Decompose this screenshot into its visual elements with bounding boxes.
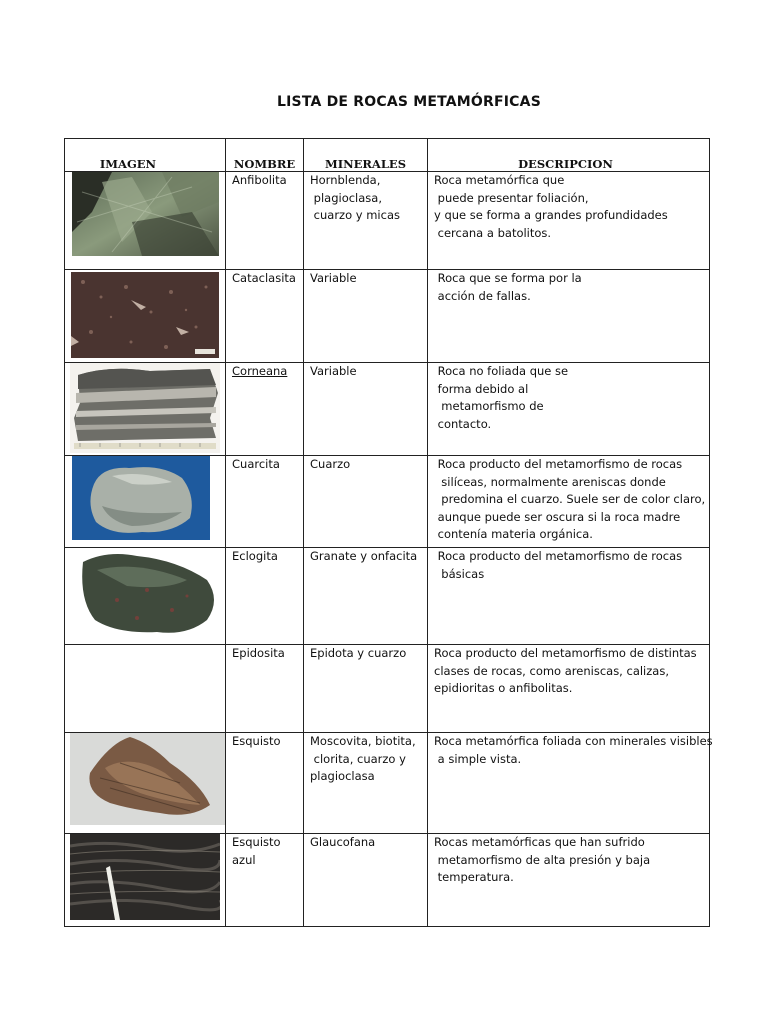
cell-text-line: Roca que se forma por la bbox=[434, 271, 582, 285]
cell-text-line: metamorfismo de alta presión y baja bbox=[434, 852, 651, 867]
rock-description bbox=[434, 834, 705, 887]
cell-text-line: Corneana bbox=[232, 364, 288, 378]
rock-name bbox=[232, 645, 303, 663]
rock-minerals bbox=[310, 645, 423, 663]
cell-text-line: Cuarzo bbox=[310, 457, 351, 471]
rock-description bbox=[434, 363, 705, 433]
cell-text-line: puede presentar foliación, bbox=[434, 190, 589, 205]
eclogita-rock-photo bbox=[77, 550, 219, 638]
cell-text-line: forma debido al bbox=[434, 381, 529, 396]
rock-name-cell bbox=[226, 548, 304, 645]
table-header-row bbox=[65, 139, 710, 172]
rock-minerals bbox=[310, 548, 423, 566]
cell-text-line: a simple vista. bbox=[434, 751, 522, 766]
description-cell bbox=[428, 834, 710, 927]
rock-minerals bbox=[310, 834, 423, 852]
esquisto-azul-rock-photo bbox=[70, 834, 220, 920]
rock-minerals bbox=[310, 363, 423, 381]
esquisto-rock-photo bbox=[70, 733, 225, 825]
description-cell bbox=[428, 270, 710, 363]
table-row bbox=[65, 270, 710, 363]
cell-text-line: Moscovita, biotita, bbox=[310, 734, 416, 748]
rocks-table bbox=[64, 138, 713, 927]
cell-text-line: Roca producto del metamorfismo de rocas bbox=[434, 549, 683, 563]
minerals-cell bbox=[304, 270, 428, 363]
cell-text-line: plagioclasa bbox=[310, 769, 375, 783]
rock-name-cell bbox=[226, 363, 304, 456]
header-image: IMAGEN bbox=[65, 139, 226, 172]
header-description: DESCRIPCION bbox=[428, 139, 710, 172]
cataclasita-rock-photo bbox=[71, 272, 219, 358]
rock-description bbox=[434, 733, 713, 768]
cell-text-line: clases de rocas, como areniscas, calizas, bbox=[434, 663, 669, 678]
cell-text-line: Esquisto bbox=[232, 734, 281, 748]
image-cell bbox=[65, 733, 226, 834]
image-cell bbox=[65, 548, 226, 645]
rock-name-cell bbox=[226, 172, 304, 270]
cell-text-line: Glaucofana bbox=[310, 835, 376, 849]
cell-text-line: Variable bbox=[310, 364, 357, 378]
cell-text-line: Granate y onfacita bbox=[310, 549, 418, 563]
description-cell bbox=[428, 733, 713, 834]
cell-text-line: Epidosita bbox=[232, 646, 285, 660]
cell-text-line: aunque puede ser oscura si la roca madre bbox=[434, 509, 681, 524]
anfibolita-rock-photo bbox=[72, 172, 219, 256]
image-cell bbox=[65, 270, 226, 363]
cell-text-line: clorita, cuarzo y bbox=[310, 751, 406, 766]
corneana-rock-photo bbox=[70, 363, 220, 453]
cell-text-line: Roca metamórfica que bbox=[434, 173, 565, 187]
minerals-cell bbox=[304, 172, 428, 270]
minerals-cell bbox=[304, 645, 428, 733]
cell-text-line: azul bbox=[232, 852, 256, 867]
page-title: LISTA DE ROCAS METAMÓRFICAS bbox=[277, 94, 541, 110]
rock-minerals bbox=[310, 456, 423, 474]
rock-minerals bbox=[310, 733, 423, 786]
image-cell bbox=[65, 834, 226, 927]
rock-description bbox=[434, 548, 705, 583]
rock-name bbox=[232, 270, 303, 288]
table-row bbox=[65, 645, 710, 733]
minerals-cell bbox=[304, 456, 428, 548]
cell-text-line: acción de fallas. bbox=[434, 288, 531, 303]
rock-name bbox=[232, 834, 303, 869]
image-cell bbox=[65, 645, 226, 733]
cell-text-line: Esquisto bbox=[232, 835, 281, 849]
rock-name-cell bbox=[226, 834, 304, 927]
cell-text-line: Hornblenda, bbox=[310, 173, 381, 187]
cell-text-line: cercana a batolitos. bbox=[434, 225, 552, 240]
cell-text-line: Cuarcita bbox=[232, 457, 280, 471]
minerals-cell bbox=[304, 548, 428, 645]
cell-text-line: Epidota y cuarzo bbox=[310, 646, 407, 660]
image-cell bbox=[65, 363, 226, 456]
rock-name bbox=[232, 456, 303, 474]
rock-name bbox=[232, 733, 303, 751]
cell-text-line: Anfibolita bbox=[232, 173, 287, 187]
rock-minerals bbox=[310, 172, 423, 225]
cell-text-line: Variable bbox=[310, 271, 357, 285]
cell-text-line: Roca no foliada que se bbox=[434, 364, 569, 378]
table-row bbox=[65, 834, 710, 927]
rock-description bbox=[434, 270, 705, 305]
table-row bbox=[65, 548, 710, 645]
header-name: NOMBRE bbox=[226, 139, 304, 172]
cell-text-line: silíceas, normalmente areniscas donde bbox=[434, 474, 666, 489]
cell-text-line: epidioritas o anfibolitas. bbox=[434, 681, 573, 695]
cell-text-line: y que se forma a grandes profundidades bbox=[434, 208, 668, 222]
header-minerals: MINERALES bbox=[304, 139, 428, 172]
image-cell bbox=[65, 456, 226, 548]
cell-text-line: Roca metamórfica foliada con minerales visibles bbox=[434, 734, 713, 748]
minerals-cell bbox=[304, 733, 428, 834]
description-cell bbox=[428, 548, 710, 645]
rock-name bbox=[232, 363, 303, 381]
image-cell bbox=[65, 172, 226, 270]
cell-text-line: plagioclasa, bbox=[310, 190, 382, 205]
cell-text-line: predomina el cuarzo. Suele ser de color claro, bbox=[434, 492, 706, 506]
cuarcita-rock-photo bbox=[72, 456, 210, 540]
rock-description bbox=[434, 172, 705, 242]
cell-text-line: Roca producto del metamorfismo de rocas bbox=[434, 457, 683, 471]
cell-text-line: cuarzo y micas bbox=[310, 208, 400, 222]
description-cell bbox=[428, 456, 710, 548]
rock-name-cell bbox=[226, 733, 304, 834]
cell-text-line: Cataclasita bbox=[232, 271, 296, 285]
cell-text-line: Eclogita bbox=[232, 549, 278, 563]
cell-text-line: temperatura. bbox=[434, 870, 514, 884]
minerals-cell bbox=[304, 834, 428, 927]
cell-text-line: contenía materia orgánica. bbox=[434, 527, 593, 541]
cell-text-line: Roca producto del metamorfismo de distintas bbox=[434, 646, 697, 660]
table-row bbox=[65, 733, 710, 834]
cell-text-line: básicas bbox=[434, 566, 485, 581]
minerals-cell bbox=[304, 363, 428, 456]
rock-description bbox=[434, 456, 705, 544]
rock-name-cell bbox=[226, 456, 304, 548]
rock-minerals bbox=[310, 270, 423, 288]
rock-description bbox=[434, 645, 705, 698]
table-row bbox=[65, 363, 710, 456]
rock-name bbox=[232, 548, 303, 566]
cell-text-line: metamorfismo de bbox=[434, 399, 544, 413]
cell-text-line: contacto. bbox=[434, 416, 492, 431]
rock-name-cell bbox=[226, 270, 304, 363]
rock-name bbox=[232, 172, 303, 190]
table-row bbox=[65, 172, 710, 270]
description-cell bbox=[428, 363, 710, 456]
rock-name-cell bbox=[226, 645, 304, 733]
description-cell bbox=[428, 645, 710, 733]
cell-text-line: Rocas metamórficas que han sufrido bbox=[434, 835, 645, 849]
table-row bbox=[65, 456, 710, 548]
description-cell bbox=[428, 172, 710, 270]
